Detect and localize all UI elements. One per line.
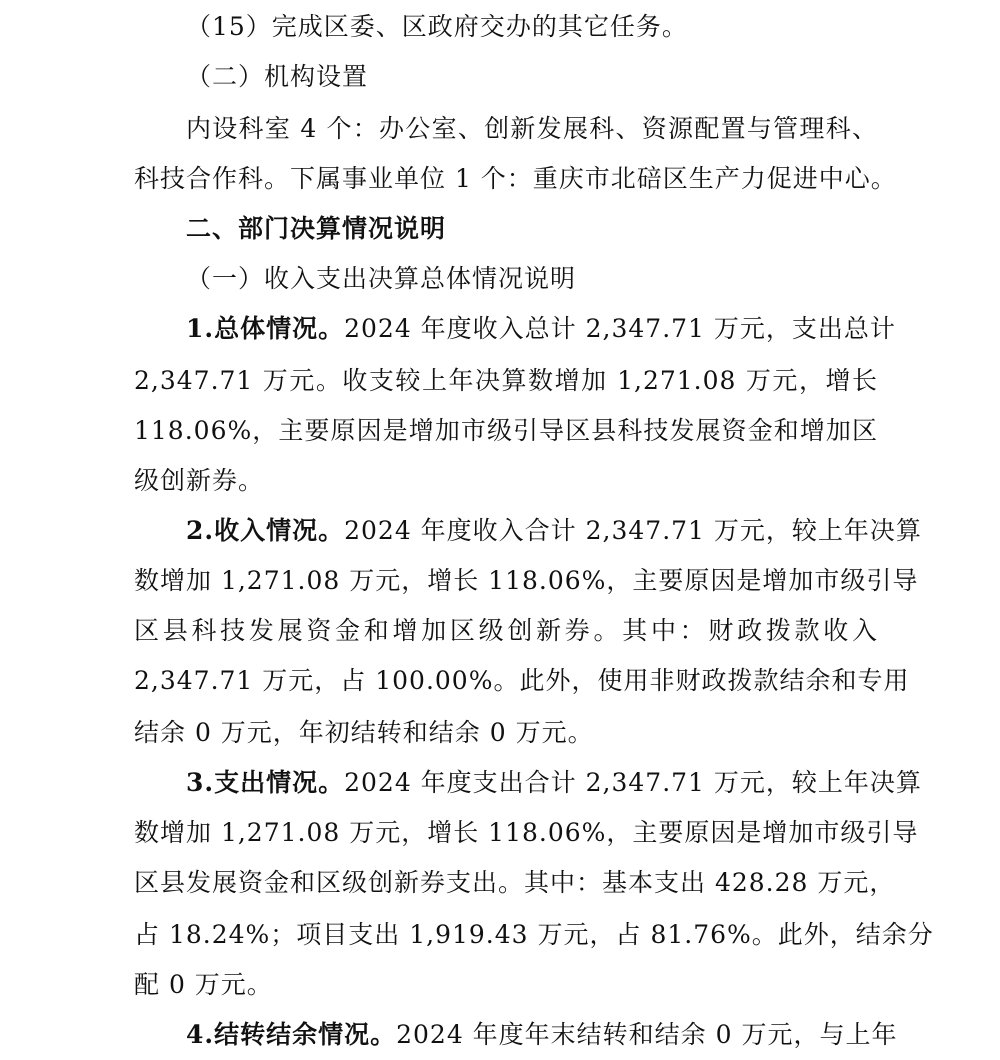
expense-text: 2024 年度支出合计 2,347.71 万元，较上年决算 <box>344 768 922 797</box>
overall-text: 2024 年度收入总计 2,347.71 万元，支出总计 <box>344 314 896 343</box>
income-expense-overview-heading: （一）收入支出决算总体情况说明 <box>186 264 577 293</box>
expense-paragraph-line <box>186 766 922 800</box>
expense-paragraph-line: 占 18.24%；项目支出 1,919.43 万元，占 81.76%。此外，结余分 <box>134 920 934 949</box>
expense-paragraph-line: 区县发展资金和区级创新券支出。其中：基本支出 428.28 万元， <box>134 868 896 897</box>
income-paragraph-line: 结余 0 万元，年初结转和结余 0 万元。 <box>134 718 594 747</box>
org-paragraph-line: 科技合作科。下属事业单位 1 个：重庆市北碚区生产力促进中心。 <box>134 164 897 193</box>
carryover-paragraph-line <box>186 1018 898 1052</box>
carryover-text: 2024 年度年末结转和结余 0 万元，与上年 <box>396 1020 898 1049</box>
income-paragraph-line: 2,347.71 万元，占 100.00%。此外，使用非财政拨款结余和专用 <box>134 666 910 695</box>
expense-paragraph-line: 配 0 万元。 <box>134 970 273 999</box>
overall-paragraph-line <box>186 312 896 346</box>
overall-paragraph-line: 2,347.71 万元。收支较上年决算数增加 1,271.08 万元，增长 <box>134 366 878 395</box>
expense-paragraph-line: 数增加 1,271.08 万元，增长 118.06%，主要原因是增加市级引导 <box>134 818 919 847</box>
income-text: 2024 年度收入合计 2,347.71 万元，较上年决算 <box>344 516 922 545</box>
overall-paragraph-line: 118.06%，主要原因是增加市级引导区县科技发展资金和增加区 <box>134 416 878 445</box>
org-setup-heading: （二）机构设置 <box>186 62 369 91</box>
carryover-lead: 4.结转结余情况。 <box>186 1020 397 1049</box>
item-15-text: （15）完成区委、区政府交办的其它任务。 <box>186 12 688 41</box>
overall-paragraph-line: 级创新券。 <box>134 466 265 495</box>
income-paragraph-line <box>186 514 922 548</box>
income-paragraph-line: 数增加 1,271.08 万元，增长 118.06%，主要原因是增加市级引导 <box>134 566 919 595</box>
income-lead: 2.收入情况。 <box>186 516 345 545</box>
org-paragraph-line: 内设科室 4 个：办公室、创新发展科、资源配置与管理科、 <box>186 114 878 143</box>
expense-lead: 3.支出情况。 <box>186 768 345 797</box>
part-two-heading: 二、部门决算情况说明 <box>186 214 447 243</box>
overall-lead: 1.总体情况。 <box>186 314 345 343</box>
income-paragraph-line: 区县科技发展资金和增加区级创新券。其中：财政拨款收入 <box>134 616 878 645</box>
